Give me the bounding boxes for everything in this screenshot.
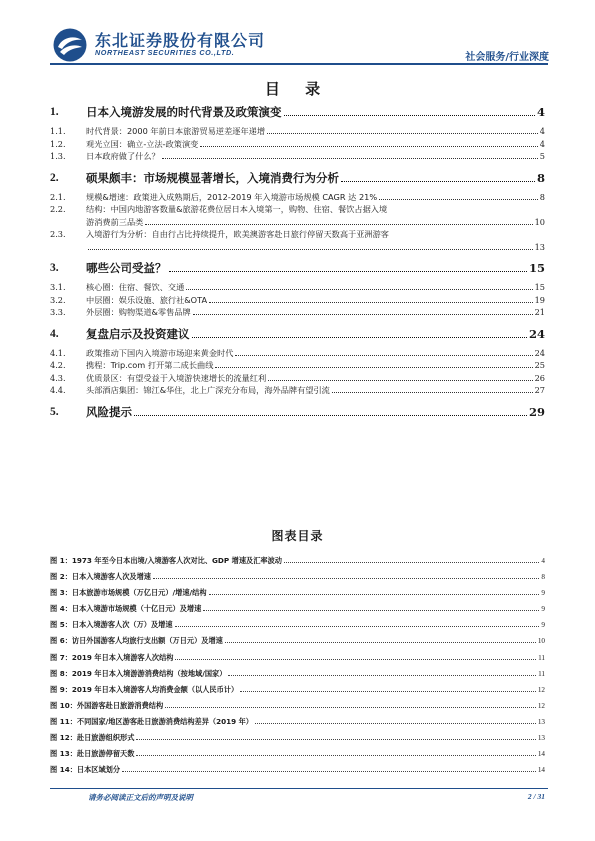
toc-entry-page: 24 [534,347,545,358]
figure-entry-label: 图 7：2019 年日本入境游客人次结构 [50,652,174,662]
toc-entry-number: 4. [50,327,59,340]
toc-leader-dots [134,415,527,416]
toc-entry-number: 1.2. [50,138,66,149]
toc-entry-number: 1. [50,106,59,118]
toc-entry-number: 1.3. [50,151,66,161]
toc-entry-title: 头部酒店集团：锦江&华住，北上广深充分布局，海外品牌有望引流 [86,385,330,395]
figure-index-entry[interactable] [50,746,545,762]
figure-leader-dots [136,739,535,740]
toc-entry-page: 4 [536,105,545,119]
toc-entry-page: 15 [534,282,545,292]
toc-entry-title: 硕果颇丰：市场规模显著增长，入境消费行为分析 [86,170,339,185]
figure-entry-page: 13 [537,717,545,726]
figure-index-entry[interactable] [50,553,545,569]
figure-entry-label: 图 12：赴日旅游组织形式 [50,733,135,743]
company-name-en: NORTHEAST SECURITIES CO.,LTD. [95,48,235,57]
toc-leader-dots [200,146,537,147]
figure-entry-label: 图 4：日本入境游市场规模（十亿日元）及增速 [50,604,202,614]
figure-leader-dots [209,594,540,595]
table-of-contents [50,104,545,425]
toc-entry-page: 5 [539,151,545,161]
toc-entry-page: 8 [536,170,545,185]
figure-leader-dots [228,675,536,676]
toc-entry-number: 3. [50,262,59,274]
toc-entry-page: 15 [528,261,545,275]
toc-leader-dots [284,115,535,116]
figure-entry-label: 图 5：日本入境游客人次（万）及增速 [50,620,173,630]
figure-index-entry[interactable] [50,666,545,682]
toc-leader-dots [186,289,532,290]
toc-leader-dots [267,133,538,134]
figure-index-entry[interactable] [50,617,545,633]
figure-entry-page: 14 [537,766,545,775]
toc-entry-title: 日本入境游发展的时代背景及政策演变 [86,105,282,119]
footer-disclaimer: 请务必阅读正文后的声明及说明 [88,793,193,802]
figure-index-heading: 图表目录 [271,529,324,543]
figure-entry-label: 图 3：日本旅游市场规模（万亿日元）/增速/结构 [50,588,207,598]
figure-index-entry[interactable] [50,698,545,714]
toc-entry-number: 1.1. [50,126,66,136]
toc-leader-dots [162,158,538,159]
toc-heading: 目 录 [264,80,331,98]
toc-leader-dots [209,302,533,303]
toc-subsection-entry[interactable] [50,138,545,151]
figure-index-entry[interactable] [50,569,545,585]
toc-subsection-entry[interactable] [50,125,545,138]
figure-leader-dots [255,723,536,724]
toc-subsection-entry[interactable] [50,347,545,360]
toc-subsection-entry[interactable] [50,359,545,372]
toc-subsection-entry[interactable] [50,203,545,228]
toc-subsection-entry[interactable] [50,281,545,294]
toc-entry-title: 哪些公司受益？ [86,261,167,275]
toc-entry-page: 25 [534,360,545,370]
figure-entry-page: 11 [538,669,545,678]
toc-entry-page: 8 [539,191,545,202]
figure-leader-dots [203,610,539,611]
figure-leader-dots [225,642,536,643]
toc-entry-page: 29 [528,404,545,419]
figure-index-entry[interactable] [50,650,545,666]
figure-entry-page: 4 [541,557,545,565]
toc-entry-page: 4 [539,138,545,149]
figure-leader-dots [240,691,536,692]
figure-entry-label: 图 9：2019 年日本入境游客人均消费金额（以人民币计） [50,684,239,694]
figure-entry-page: 13 [537,734,545,743]
figure-leader-dots [153,578,539,579]
toc-leader-dots [268,380,532,381]
toc-entry-title: 核心圈：住宿、餐饮、交通 [86,282,185,292]
figure-entry-label: 图 13：赴日旅游停留天数 [50,749,135,759]
figure-entry-label: 图 6：访日外国游客人均旅行支出额（万日元）及增速 [50,636,223,646]
toc-entry-number: 3.2. [50,294,66,305]
toc-section-entry[interactable] [50,404,545,420]
toc-entry-title: 日本政府做了什么？ [86,151,160,161]
toc-entry-page: 27 [534,385,545,395]
toc-entry-number: 4.2. [50,360,66,370]
footer-divider [50,788,548,789]
toc-entry-number: 2.1. [50,191,66,202]
figure-index-entry[interactable] [50,682,545,698]
figure-entry-page: 10 [537,637,545,646]
figure-index [50,553,545,778]
figure-entry-label: 图 10：外国游客赴日旅游消费结构 [50,700,164,710]
toc-leader-dots [169,271,527,272]
header-divider [50,63,548,65]
figure-entry-page: 9 [541,621,545,630]
toc-entry-number: 2.2. [50,204,66,214]
toc-subsection-entry[interactable] [50,306,545,319]
toc-entry-number: 2. [50,171,59,184]
figure-entry-page: 9 [541,605,545,614]
toc-entry-title-continued: 游消费前三品类 [86,216,144,227]
toc-entry-number: 4.1. [50,347,66,358]
toc-leader-dots [235,355,532,356]
toc-entry-page: 4 [539,126,545,136]
figure-entry-label: 图 11：不同国家/地区游客赴日旅游消费结构差异（2019 年） [50,716,253,726]
toc-subsection-entry[interactable] [50,372,545,385]
figure-index-entry[interactable] [50,762,545,778]
toc-entry-title: 外层圈：购物渠道&零售品牌 [86,307,191,317]
toc-entry-number: 2.3. [50,229,66,239]
toc-section-entry[interactable] [50,104,545,120]
toc-entry-title: 优质景区：有望受益于入境游快速增长的流量红利 [86,372,267,383]
figure-index-entry[interactable] [50,601,545,617]
company-name-cn: 东北证券股份有限公司 [95,31,266,50]
toc-subsection-entry[interactable] [50,150,545,163]
toc-entry-title: 携程：Trip.com 打开第二成长曲线 [86,360,214,370]
figure-index-entry[interactable] [50,714,545,730]
toc-entry-number: 4.3. [50,372,66,383]
toc-leader-dots [193,314,533,315]
toc-entry-page: 24 [528,326,545,341]
figure-entry-page: 14 [537,750,545,759]
toc-section-entry[interactable] [50,170,545,186]
toc-entry-title: 政策推动下国内入境游市场迎来黄金时代 [86,347,234,358]
figure-entry-page: 12 [537,685,545,694]
figure-leader-dots [165,707,536,708]
figure-leader-dots [136,755,535,756]
figure-leader-dots [175,659,536,660]
figure-entry-label: 图 2：日本入境游客人次及增速 [50,572,151,582]
toc-leader-dots [145,224,532,225]
figure-leader-dots [284,562,539,563]
toc-leader-dots [379,199,538,200]
figure-index-entry[interactable] [50,585,545,601]
toc-entry-title: 结构：中国内地游客数量&旅游花费位居日本入境第一，购物、住宿、餐饮占据入境 [86,204,388,214]
toc-leader-dots [341,181,535,182]
figure-leader-dots [122,771,536,772]
toc-leader-dots [88,249,533,250]
toc-entry-title: 中层圈：娱乐设施、旅行社&OTA [86,294,208,305]
figure-index-entry[interactable] [50,730,545,746]
toc-section-entry[interactable] [50,260,545,276]
toc-entry-page: 19 [534,294,545,305]
toc-entry-title: 复盘启示及投资建议 [86,326,190,341]
figure-entry-label: 图 1：1973 年至今日本出境/入境游客人次对比、GDP 增速及汇率波动 [50,556,282,565]
toc-subsection-entry[interactable] [50,191,545,204]
toc-entry-number: 5. [50,405,59,418]
toc-entry-title: 风险提示 [86,404,132,419]
figure-leader-dots [175,626,540,627]
toc-leader-dots [332,392,533,393]
figure-entry-label: 图 14：日本区域划分 [50,765,121,775]
toc-entry-page: 10 [534,216,545,227]
page-header [0,0,595,70]
company-logo-icon [52,27,88,63]
toc-subsection-entry[interactable] [50,228,545,253]
figure-entry-page: 12 [537,701,545,710]
toc-entry-title: 规模&增速：政策进入成熟期后，2012-2019 年入境游市场规模 CAGR 达 21% [86,191,378,202]
figure-index-entry[interactable] [50,633,545,649]
report-category: 社会服务/行业深度 [465,52,549,63]
toc-entry-number: 4.4. [50,385,66,395]
figure-entry-label: 图 8：2019 年日本入境游游消费结构（按地域/国家） [50,668,227,678]
toc-entry-page: 26 [534,372,545,383]
toc-leader-dots [192,337,527,338]
toc-entry-title: 入境游行为分析：自由行占比持续提升，欧美澳游客赴日旅行停留天数高于亚洲游客 [86,229,389,239]
toc-entry-title: 时代背景：2000 年前日本旅游贸易逆差逐年递增 [86,126,266,136]
toc-section-entry[interactable] [50,326,545,342]
figure-entry-page: 8 [541,573,545,582]
toc-entry-number: 3.3. [50,307,66,317]
figure-entry-page: 11 [538,653,545,662]
toc-leader-dots [215,367,532,368]
toc-entry-page: 13 [534,241,545,252]
page-number: 2 / 31 [527,792,545,801]
figure-entry-page: 9 [541,589,545,598]
toc-subsection-entry[interactable] [50,294,545,307]
toc-entry-number: 3.1. [50,282,66,292]
toc-entry-title: 观光立国：确立-立法-政策演变 [86,138,199,149]
toc-subsection-entry[interactable] [50,384,545,397]
toc-entry-page: 21 [534,307,545,317]
